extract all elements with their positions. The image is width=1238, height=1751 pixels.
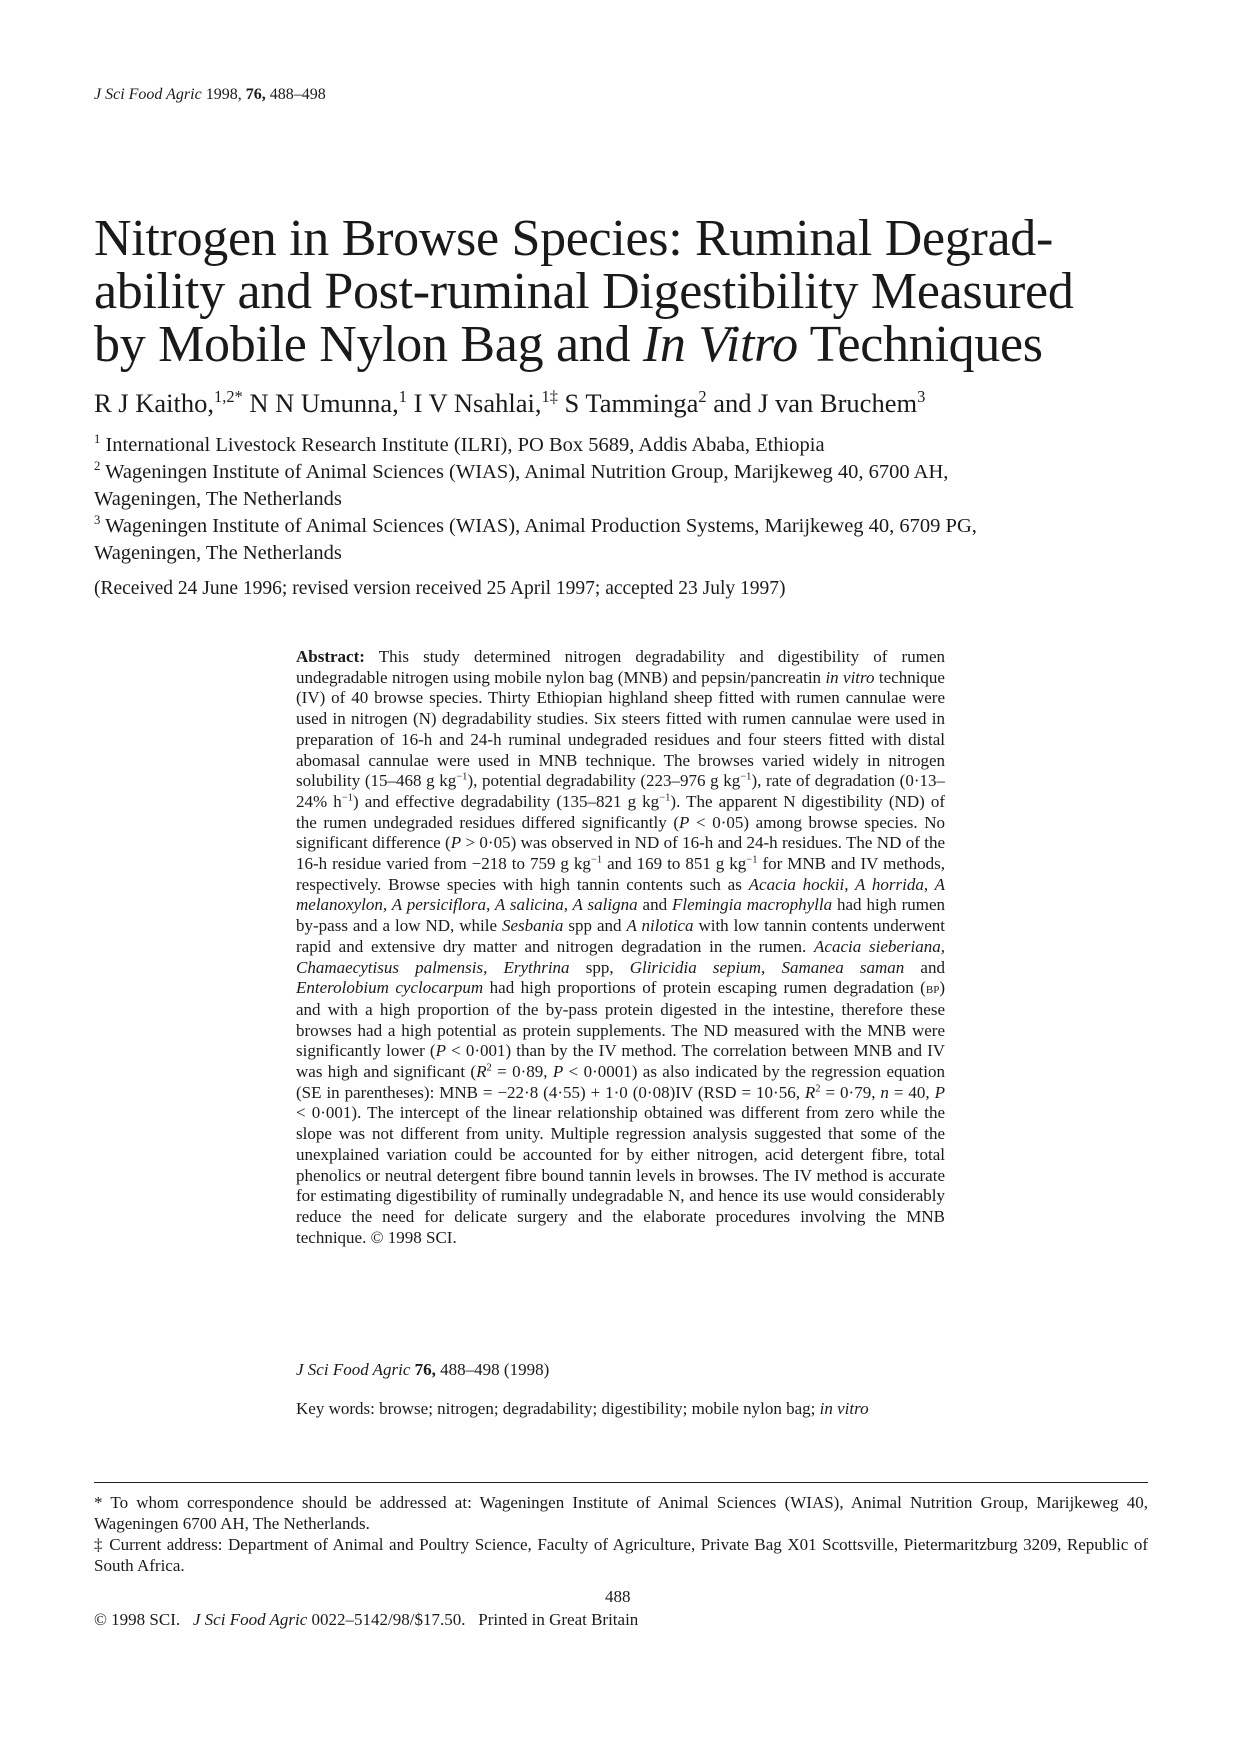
abstract-superscript: −1 xyxy=(456,771,468,783)
abstract-text: < 0·001) than by the IV method. The correlation between MNB and IV was high and significant ( xyxy=(296,1041,946,1082)
abstract-text: with low tannin contents underwent rapid and extensive dry matter and nitrogen degradation in the rumen. xyxy=(296,916,945,956)
author-list xyxy=(94,388,925,419)
copyright-text: © 1998 SCI. xyxy=(94,1610,181,1629)
author-affiliation-mark: 1 xyxy=(398,387,408,407)
abstract-text: spp and xyxy=(563,916,627,936)
abstract-superscript: −1 xyxy=(740,771,752,783)
abstract-italic: R xyxy=(804,1082,816,1102)
abstract-superscript: 2 xyxy=(486,1062,492,1074)
journal-year: 1998, xyxy=(205,86,242,103)
citation-line xyxy=(296,1360,549,1380)
author-affiliation-mark: 2 xyxy=(698,387,707,407)
citation-journal: J Sci Food Agric xyxy=(296,1360,411,1379)
abstract-text: had high rumen by-pass and a low ND, while xyxy=(296,895,946,936)
abstract-text: This study determined nitrogen degradability and digestibility of rumen undegradable nitrogen using mobile nylon bag (MNB) and pepsin/pancreatin xyxy=(296,647,945,687)
abstract-text: ) and with a high proportion of the by-pass protein digested in the intestine, therefore these browses had a high potential as protein supplements. The ND measured with the MNB were significantly lower ( xyxy=(296,978,945,1061)
citation-volume: 76, xyxy=(414,1360,436,1379)
copyright-printed: Printed in Great Britain xyxy=(478,1610,639,1629)
abstract-text: and 169 to 851 g kg xyxy=(602,854,747,874)
abstract-text: ), rate of degradation (0·13–24% h xyxy=(296,771,945,811)
abstract-text: < 0·05) among browse species. No significant difference ( xyxy=(296,812,945,853)
abstract-italic: P xyxy=(435,1041,446,1061)
author-affiliation-mark: 3 xyxy=(917,387,926,407)
abstract-text: < 0·0001) as also indicated by the regression equation (SE in parentheses): MNB = −22·8 (4·55) + 1·0 (0·08)IV (RSD = 10·56, xyxy=(296,1062,946,1102)
abstract-text: < 0·001). The intercept of the linear relationship obtained was different from zero while the slope was not different from unity. Multiple regression analysis suggested that some of the unexplained variation could be accounted for by either nitrogen, acid detergent fibre, total phenolics or neutral detergent fibre bound tannin levels in browses. The IV method is accurate for estimating digestibility of ruminally undegradable N, and hence its use would considerably reduce the need for delicate surgery and the elaborate procedures involving the MNB technique. © 1998 SCI. xyxy=(296,1103,945,1247)
author-name: N N Umunna, xyxy=(249,388,399,418)
abstract-superscript: −1 xyxy=(659,792,671,804)
title-italic: In Vitro xyxy=(642,316,798,373)
title-line-2: ability and Post-ruminal Digestibility Measured xyxy=(94,263,1074,320)
abstract-text: = 0·89, xyxy=(491,1062,553,1082)
abstract xyxy=(296,647,945,1248)
footnote-current-address: ‡ Current address: Department of Animal and Poultry Science, Faculty of Agriculture, Private Bag X01 Scottsville, Pietermaritzburg 3209, Republic of South Africa. xyxy=(94,1535,1148,1575)
abstract-italic: P xyxy=(679,812,690,832)
journal-pages: 488–498 xyxy=(269,86,326,103)
keywords-text: Key words: browse; nitrogen; degradability; digestibility; mobile nylon bag; xyxy=(296,1399,820,1418)
title-line-3 xyxy=(94,318,1154,371)
abstract-italic: Gliricidia sepium, Samanea saman xyxy=(629,957,905,977)
footnote-divider xyxy=(94,1482,1148,1483)
abstract-label: Abstract: xyxy=(296,647,365,666)
affiliation-number: 3 xyxy=(94,513,101,528)
abstract-text: > 0·05) was observed in ND of 16-h and 24-h residues. The ND of the 16-h residue varied from −218 to 759 g kg xyxy=(296,833,945,874)
title-line-1: Nitrogen in Browse Species: Ruminal Degrad- xyxy=(94,210,1054,267)
abstract-italic: Acacia hockii, A horrida, A melanoxylon, A persiciflora, A salicina, A saligna xyxy=(296,874,945,915)
journal-name: J Sci Food Agric xyxy=(94,86,202,103)
abstract-text: = 40, xyxy=(888,1082,935,1102)
abstract-superscript: −1 xyxy=(746,854,758,866)
author-affiliation-mark: 1‡ xyxy=(541,387,558,407)
affiliation-text: Wageningen Institute of Animal Sciences (WIAS), Animal Production Systems, Marijkeweg 40, 6709 PG, xyxy=(105,515,977,537)
received-dates: (Received 24 June 1996; revised version received 25 April 1997; accepted 23 July 1997) xyxy=(94,578,786,599)
abstract-text: spp, xyxy=(569,957,630,977)
affiliation-2 xyxy=(94,459,1144,513)
keywords xyxy=(296,1399,945,1420)
abstract-superscript: −1 xyxy=(590,854,603,866)
abstract-italic: P xyxy=(552,1062,564,1082)
affiliation-number: 1 xyxy=(94,432,101,447)
abstract-italic: Enterolobium cyclocarpum xyxy=(296,978,484,998)
author-name: and J van Bruchem xyxy=(713,388,918,418)
title-line-3-start: by Mobile Nylon Bag and xyxy=(94,316,643,373)
abstract-text: technique (IV) of 40 browse species. Thirty Ethiopian highland sheep fitted with rumen cannulae were used in nitrogen (N) degradability studies. Six steers fitted with rumen cannulae were used in preparation of 16-h and 24-h ruminal undegraded residues and four steers fitted with distal abomasal cannulae were used in MNB technique. The browses varied widely in nitrogen solubility (15–468 g kg xyxy=(296,667,945,791)
abstract-superscript: −1 xyxy=(341,792,353,804)
affiliation-number: 2 xyxy=(94,459,101,474)
abstract-italic: Acacia sieberiana, Chamaecytisus palmensis, Erythrina xyxy=(296,936,946,977)
copyright-issn: 0022–5142/98/$17.50. xyxy=(311,1610,466,1629)
abstract-italic: R xyxy=(476,1062,487,1082)
citation-pages: 488–498 (1998) xyxy=(435,1360,550,1379)
journal-header xyxy=(94,86,326,104)
footnote-correspondence: * To whom correspondence should be addressed at: Wageningen Institute of Animal Sciences (WIAS), Animal Nutrition Group, Marijkeweg 40, Wageningen 6700 AH, The Netherlands. xyxy=(94,1493,1148,1533)
abstract-italic: A nilotica xyxy=(626,916,694,936)
affiliation-text-cont: Wageningen, The Netherlands xyxy=(94,488,342,510)
abstract-text: and xyxy=(637,895,672,915)
affiliation-text: Wageningen Institute of Animal Sciences (WIAS), Animal Nutrition Group, Marijkeweg 40, 6700 AH, xyxy=(105,461,949,483)
affiliation-text: International Livestock Research Institute (ILRI), PO Box 5689, Addis Ababa, Ethiopia xyxy=(105,434,825,456)
abstract-italic: Flemingia macrophylla xyxy=(671,895,833,915)
author-affiliation-mark: 1,2* xyxy=(214,387,243,407)
author-name: S Tamminga xyxy=(564,388,699,418)
abstract-italic: Sesbania xyxy=(501,916,564,936)
keywords-italic: in vitro xyxy=(819,1399,869,1418)
author-name: I V Nsahlai, xyxy=(413,388,542,418)
abstract-smallcaps: bp xyxy=(925,980,940,998)
abstract-italic: n xyxy=(880,1082,889,1102)
affiliation-3 xyxy=(94,513,1144,567)
journal-volume: 76, xyxy=(245,86,266,103)
abstract-text: and xyxy=(904,957,945,977)
abstract-text: ), potential degradability (223–976 g kg xyxy=(467,771,741,791)
abstract-text: for MNB and IV methods, respectively. Browse species with high tannin contents such as xyxy=(296,854,945,894)
abstract-italic: P xyxy=(934,1082,945,1102)
abstract-italic: P xyxy=(450,833,462,853)
affiliation-1 xyxy=(94,432,1144,459)
article-title xyxy=(94,212,1154,371)
abstract-superscript: 2 xyxy=(815,1083,821,1095)
copyright-line xyxy=(94,1610,638,1630)
copyright-journal: J Sci Food Agric xyxy=(192,1610,308,1629)
abstract-text: ). The apparent N digestibility (ND) of the rumen undegraded residues differed significantly ( xyxy=(296,791,946,832)
abstract-text: = 0·79, xyxy=(820,1082,881,1102)
abstract-text: ) and effective degradability (135–821 g kg xyxy=(352,791,660,811)
author-name: R J Kaitho, xyxy=(94,388,214,418)
abstract-text: had high proportions of protein escaping rumen degradation ( xyxy=(483,978,926,998)
page-number: 488 xyxy=(605,1587,631,1606)
abstract-italic: in vitro xyxy=(825,667,875,687)
affiliation-text-cont: Wageningen, The Netherlands xyxy=(94,542,342,564)
title-line-3-end: Techniques xyxy=(797,316,1043,373)
